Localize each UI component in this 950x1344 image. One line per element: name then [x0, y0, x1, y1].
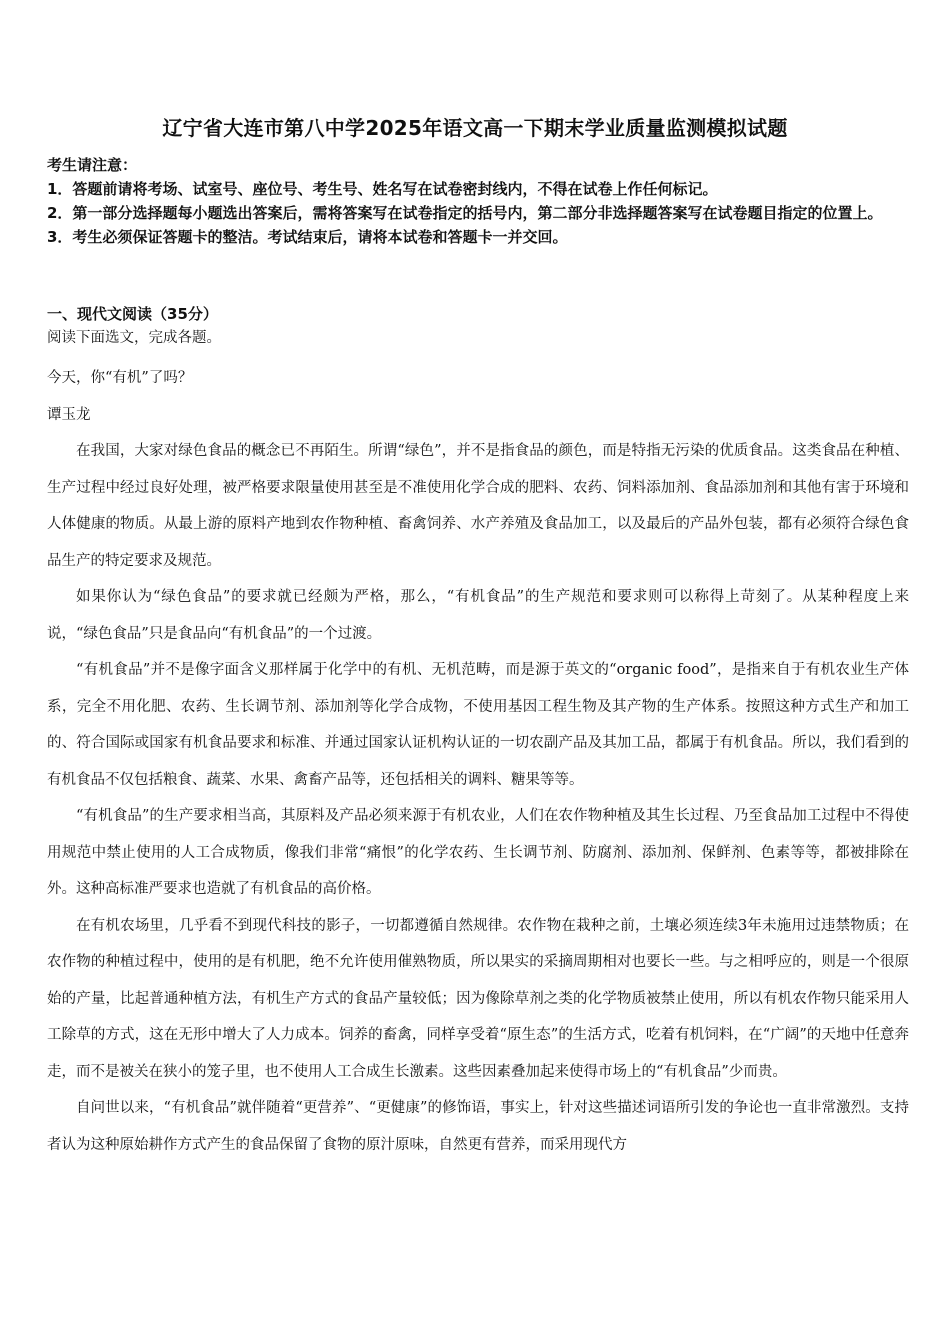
- article-paragraph: 自问世以来，“有机食品”就伴随着“更营养”、“更健康”的修饰语，事实上，针对这些描述词语所引发的争论也一直非常激烈。支持者认为这种原始耕作方式产生的食品保留了食物的原汁原味，自然更有营养，而采用现代方: [47, 1100, 909, 1153]
- notice-item: 1．答题前请将考场、试室号、座位号、考生号、姓名写在试卷密封线内，不得在试卷上作任何标记。: [47, 180, 718, 198]
- exam-notice: [47, 153, 907, 249]
- article-paragraph: 在有机农场里，几乎看不到现代科技的影子，一切都遵循自然规律。农作物在栽种之前，土壤必须连续3年未施用过违禁物质；在农作物的种植过程中，使用的是有机肥，绝不允许使用催熟物质，所以果实的采摘周期相对也要长一些。与之相呼应的，则是一个很原始的产量，比起普通种植方法，有机生产方式的食品产量较低；因为像除草剂之类的化学物质被禁止使用，所以有机农作物只能采用人工除草的方式，这在无形中增大了人力成本。饲养的畜禽，同样享受着“原生态”的生活方式，吃着有机饲料，在“广阔”的天地中任意奔走，而不是被关在狭小的笼子里，也不使用人工合成生长激素。这些因素叠加起来使得市场上的“有机食品”少而贵。: [47, 917, 909, 1080]
- notice-item: 3．考生必须保证答题卡的整洁。考试结束后，请将本试卷和答题卡一并交回。: [47, 228, 568, 246]
- notice-item: 2．第一部分选择题每小题选出答案后，需将答案写在试卷指定的括号内，第二部分非选择题答案写在试卷题目指定的位置上。: [47, 204, 883, 222]
- notice-heading: 考生请注意：: [47, 156, 138, 174]
- article-paragraph: 如果你认为“绿色食品”的要求就已经颇为严格，那么，“有机食品”的生产规范和要求则可以称得上苛刻了。从某种程度上来说，“绿色食品”只是食品向“有机食品”的一个过渡。: [47, 589, 909, 642]
- article-title: 今天，你“有机”了吗？: [47, 370, 193, 386]
- page-title: 辽宁省大连市第八中学2025年语文高一下期末学业质量监测模拟试题: [162, 116, 788, 140]
- article-paragraph: 在我国，大家对绿色食品的概念已不再陌生。所谓“绿色”，并不是指食品的颜色，而是特指无污染的优质食品。这类食品在种植、生产过程中经过良好处理，被严格要求限量使用甚至是不准使用化学合成的肥料、农药、饲料添加剂、食品添加剂和其他有害于环境和人体健康的物质。从最上游的原料产地到农作物种植、畜禽饲养、水产养殖及食品加工，以及最后的产品外包装，都有必须符合绿色食品生产的特定要求及规范。: [47, 443, 909, 569]
- article-author: 谭玉龙: [47, 406, 91, 423]
- section-header: [47, 302, 907, 350]
- article-paragraph: “有机食品”并不是像字面含义那样属于化学中的有机、无机范畴，而是源于英文的“organic food”，是指来自于有机农业生产体系，完全不用化肥、农药、生长调节剂、添加剂等化学合成物，不使用基因工程生物及其产物的生产体系。按照这种方式生产和加工的、符合国际或国家有机食品要求和标准、并通过国家认证机构认证的一切农副产品及其加工品，都属于有机食品。所以，我们看到的有机食品不仅包括粮食、蔬菜、水果、禽畜产品等，还包括相关的调料、糖果等等。: [47, 662, 909, 788]
- reading-passage: [47, 360, 909, 1163]
- section-instruction: 阅读下面选文，完成各题。: [47, 330, 221, 346]
- section-heading: 一、现代文阅读（35分）: [47, 305, 218, 323]
- article-paragraph: “有机食品”的生产要求相当高，其原料及产品必须来源于有机农业，人们在农作物种植及其生长过程、乃至食品加工过程中不得使用规范中禁止使用的人工合成物质，像我们非常“痛恨”的化学农药、生长调节剂、防腐剂、添加剂、保鲜剂、色素等等，都被排除在外。这种高标准严要求也造就了有机食品的高价格。: [47, 808, 909, 897]
